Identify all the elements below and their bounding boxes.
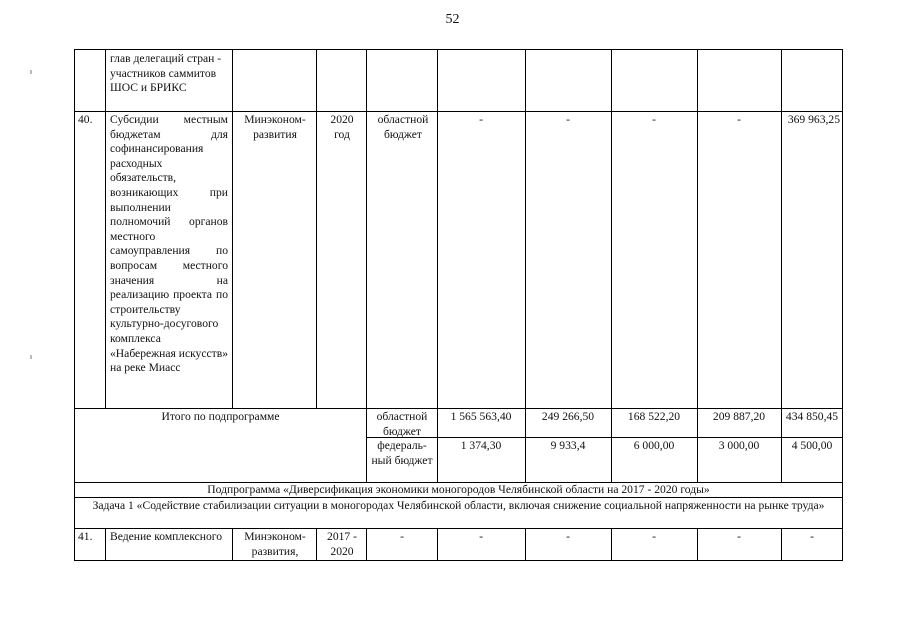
total-value: 1 374,30 (460, 439, 502, 452)
row-41-period: 2017 - 2020 (327, 530, 357, 558)
total-value: 4 500,00 (791, 439, 833, 452)
table-left-border (74, 49, 75, 561)
row-40-period: 2020 год (330, 113, 354, 141)
column-divider (366, 528, 367, 561)
page-number: 52 (445, 12, 460, 27)
total-value: 168 522,20 (627, 410, 681, 423)
row-40-executor: Минэконом-развития (244, 113, 306, 141)
row-divider (74, 111, 843, 112)
row-41-name: Ведение комплексного (110, 530, 223, 543)
row-40-name: Субсидии местным бюджетам для софинансирования расходных обязательств, возникающих при выполнении полномочий органов местного самоуправления по вопросам местного значения на реализацию проекта по строительству культурно-досугового комплекса «Набережная искусств» на реке Миасс (110, 113, 228, 375)
row-41-value-2: - (566, 530, 570, 543)
total-value: 9 933,4 (550, 439, 586, 452)
row-40-number: 40. (78, 113, 93, 126)
table-top-border (74, 49, 843, 50)
margin-mark (30, 355, 32, 359)
column-divider (232, 528, 233, 561)
column-divider (316, 49, 317, 409)
margin-mark (30, 70, 32, 74)
table-bottom-border (74, 560, 843, 561)
row-40-value-2: - (566, 113, 570, 126)
row-41-value-4: - (737, 530, 741, 543)
subprogram-title: Подпрограмма «Диверсификация экономики моногородов Челябинской области на 2017 - 2020 годы» (207, 483, 710, 496)
row-divider (74, 408, 843, 409)
row-40-source: областной бюджет (377, 113, 429, 141)
row-41-value-0: - (400, 530, 404, 543)
row-divider (74, 528, 843, 529)
continued-row-name: глав делегаций стран - участников саммитов ШОС и БРИКС (110, 52, 222, 95)
row-41-value-1: - (479, 530, 483, 543)
total-label: Итого по подпрограмме (161, 410, 280, 423)
row-40-value-1: - (479, 113, 483, 126)
row-41-value-5: - (810, 530, 814, 543)
row-40-value-3: - (652, 113, 656, 126)
row-41-executor: Минэконом-развития, (244, 530, 306, 558)
row-40-value-4: - (737, 113, 741, 126)
total-value: 1 565 563,40 (450, 410, 512, 423)
row-41-number: 41. (78, 530, 93, 543)
column-divider (316, 528, 317, 561)
task-title: Задача 1 «Содействие стабилизации ситуации в моногородах Челябинской области, включая снижение социальной напряженности на рынке труда» (92, 499, 825, 512)
column-divider (105, 528, 106, 561)
total-value: 249 266,50 (541, 410, 595, 423)
column-divider (366, 49, 367, 483)
row-41-value-3: - (652, 530, 656, 543)
row-40-value-5: 369 963,25 (787, 113, 840, 126)
column-divider (232, 49, 233, 409)
total-value: 3 000,00 (718, 439, 760, 452)
total-value: 6 000,00 (633, 439, 675, 452)
table-right-border (842, 49, 843, 561)
total-source: федераль-ный бюджет (371, 439, 433, 467)
total-value: 209 887,20 (712, 410, 766, 423)
total-source: областной бюджет (376, 410, 428, 438)
column-divider (105, 49, 106, 409)
total-value: 434 850,45 (785, 410, 839, 423)
